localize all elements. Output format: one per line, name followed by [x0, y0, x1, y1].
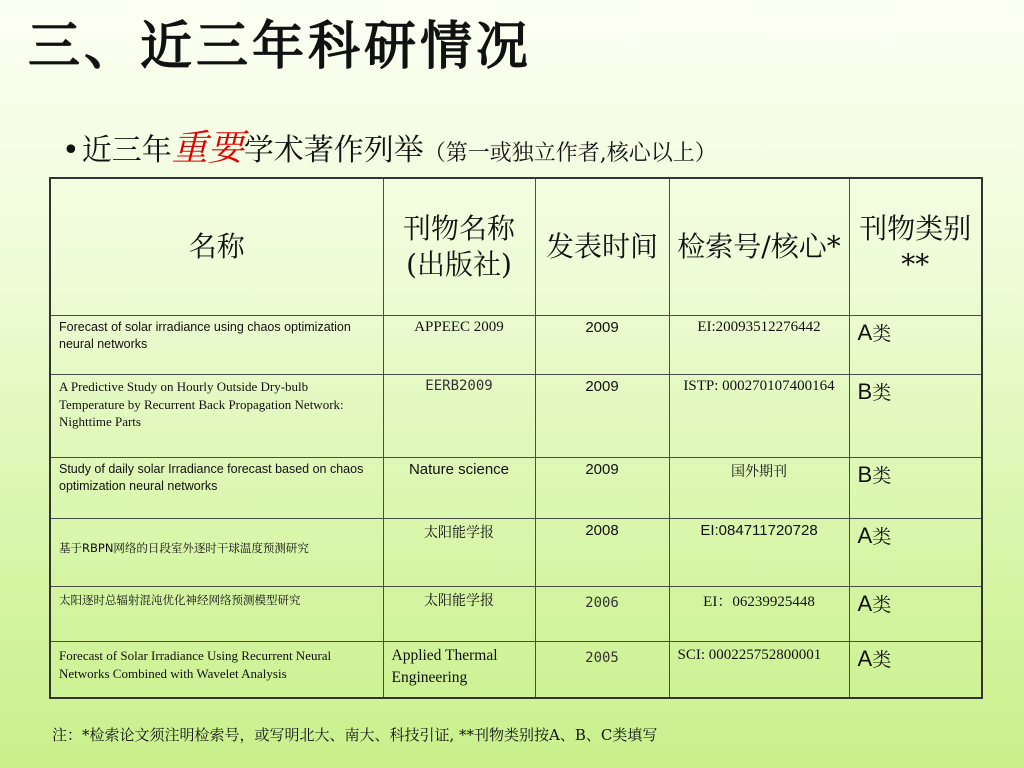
index-cell: EI:084711720728 [669, 519, 849, 587]
table-header-row [50, 178, 982, 316]
year-cell: 2008 [535, 519, 669, 587]
category-cell [849, 519, 982, 587]
subtitle-highlight: 重要 [171, 128, 244, 169]
journal-cell: Nature science [383, 458, 535, 519]
header-year: 发表时间 [535, 178, 669, 316]
subtitle-suffix: 学术著作列举 [243, 133, 424, 168]
category-cell [849, 316, 982, 375]
subtitle-prefix: 近三年 [81, 133, 172, 168]
category-suffix: 类 [872, 323, 892, 345]
journal-cell: APPEEC 2009 [383, 316, 535, 375]
year-cell: 2006 [535, 587, 669, 642]
journal-cell: 太阳能学报 [383, 587, 535, 642]
category-letter: A [857, 320, 873, 345]
category-letter: A [857, 646, 873, 671]
category-suffix: 类 [872, 649, 892, 671]
table-row [50, 587, 982, 642]
journal-cell: Applied Thermal Engineering [383, 642, 535, 698]
category-suffix: 类 [872, 382, 892, 404]
header-journal: 刊物名称(出版社) [383, 178, 535, 316]
category-suffix: 类 [872, 465, 892, 487]
footnote: 注：*检索论文须注明检索号，或写明北大、南大、科技引证, **刊物类别按A、B、C类填写 [52, 726, 658, 744]
table-row [50, 316, 982, 375]
header-name: 名称 [50, 178, 383, 316]
publications-table [49, 177, 983, 699]
subtitle-note: （第一或独立作者,核心以上） [423, 141, 717, 166]
table-row [50, 458, 982, 519]
paper-name: Study of daily solar Irradiance forecast based on chaos optimization neural networks [50, 458, 383, 519]
subtitle [62, 120, 717, 171]
index-cell: 国外期刊 [669, 458, 849, 519]
category-cell [849, 642, 982, 698]
category-cell [849, 375, 982, 458]
year-cell: 2009 [535, 375, 669, 458]
table-row [50, 519, 982, 587]
category-letter: B [857, 379, 873, 404]
category-cell [849, 587, 982, 642]
year-cell: 2009 [535, 458, 669, 519]
paper-name: Forecast of Solar Irradiance Using Recurrent Neural Networks Combined with Wavelet Analysis [50, 642, 383, 698]
category-letter: B [857, 462, 873, 487]
journal-cell: EERB2009 [383, 375, 535, 458]
slide-title: 三、近三年科研情况 [28, 16, 533, 77]
paper-name: Forecast of solar irradiance using chaos optimization neural networks [50, 316, 383, 375]
paper-name: A Predictive Study on Hourly Outside Dry-bulb Temperature by Recurrent Back Propagation Network: Nighttime Parts [50, 375, 383, 458]
paper-name: 基于RBPN网络的日段室外逐时干球温度预测研究 [50, 519, 383, 587]
table-row [50, 375, 982, 458]
category-suffix: 类 [872, 526, 892, 548]
category-letter: A [857, 523, 873, 548]
paper-name: 太阳逐时总辐射混沌优化神经网络预测模型研究 [50, 587, 383, 642]
category-letter: A [857, 591, 873, 616]
table-row [50, 642, 982, 698]
category-suffix: 类 [872, 594, 892, 616]
category-cell [849, 458, 982, 519]
index-cell: EI：06239925448 [669, 587, 849, 642]
header-index: 检索号/核心* [669, 178, 849, 316]
header-category: 刊物类别** [849, 178, 982, 316]
index-cell: ISTP: 000270107400164 [669, 375, 849, 458]
year-cell: 2009 [535, 316, 669, 375]
bullet-icon: • [62, 133, 80, 168]
index-cell: SCI: 000225752800001 [669, 642, 849, 698]
index-cell: EI:20093512276442 [669, 316, 849, 375]
year-cell: 2005 [535, 642, 669, 698]
journal-cell: 太阳能学报 [383, 519, 535, 587]
